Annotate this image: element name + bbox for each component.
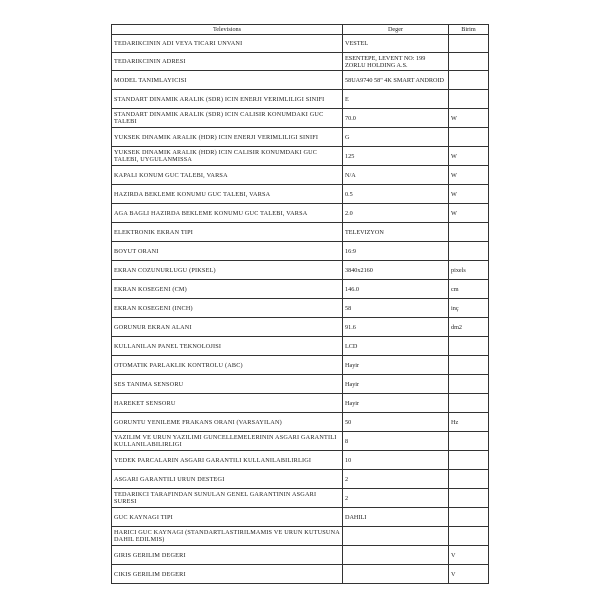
cell-unit xyxy=(449,90,489,109)
cell-parameter: EKRAN COZUNURLUGU (PIKSEL) xyxy=(112,261,343,280)
cell-parameter: BOYUT ORANI xyxy=(112,242,343,261)
cell-unit xyxy=(449,432,489,451)
cell-parameter: KULLANILAN PANEL TEKNOLOJISI xyxy=(112,337,343,356)
table-row xyxy=(112,242,489,261)
cell-unit: W xyxy=(449,109,489,128)
cell-value: E xyxy=(343,90,449,109)
cell-value: 2.0 xyxy=(343,204,449,223)
cell-parameter: YAZILIM VE URUN YAZILIMI GUNCELLEMELERININ ASGARI GARANTILI KULLANILABILIRLIGI xyxy=(112,432,343,451)
cell-unit xyxy=(449,35,489,53)
cell-parameter: STANDART DINAMIK ARALIK (SDR) ICIN ENERJI VERIMLILIGI SINIFI xyxy=(112,90,343,109)
cell-unit xyxy=(449,527,489,546)
table-row xyxy=(112,375,489,394)
cell-unit: W xyxy=(449,147,489,166)
table-row xyxy=(112,35,489,53)
cell-parameter: HARICI GUC KAYNAGI (STANDARTLASTIRILMAMIS VE URUN KUTUSUNA DAHIL EDILMIS) xyxy=(112,527,343,546)
cell-value: N/A xyxy=(343,166,449,185)
cell-parameter: STANDART DINAMIK ARALIK (SDR) ICIN CALISIR KONUMDAKI GUC TALEBI xyxy=(112,109,343,128)
cell-unit: inç xyxy=(449,299,489,318)
cell-parameter: OTOMATIK PARLAKLIK KONTROLU (ABC) xyxy=(112,356,343,375)
cell-value: DAHILI xyxy=(343,508,449,527)
cell-parameter: GIRIS GERILIM DEGERI xyxy=(112,546,343,565)
table-row xyxy=(112,546,489,565)
cell-value: 125 xyxy=(343,147,449,166)
cell-value: 146.0 xyxy=(343,280,449,299)
cell-value: Hayir xyxy=(343,356,449,375)
cell-unit xyxy=(449,451,489,470)
cell-parameter: GORUNTU YENILEME FRAKANS ORANI (VARSAYILAN) xyxy=(112,413,343,432)
table-row xyxy=(112,318,489,337)
cell-unit xyxy=(449,356,489,375)
cell-value: 16:9 xyxy=(343,242,449,261)
cell-value: LCD xyxy=(343,337,449,356)
table-row xyxy=(112,527,489,546)
cell-parameter: YUKSEK DINAMIK ARALIK (HDR) ICIN ENERJI VERIMLILIGI SINIFI xyxy=(112,128,343,147)
cell-value: 58UA9740 58" 4K SMART ANDROID xyxy=(343,71,449,90)
header-value: Deger xyxy=(343,25,449,35)
cell-value: 0.5 xyxy=(343,185,449,204)
cell-value: 10 xyxy=(343,451,449,470)
header-unit: Birim xyxy=(449,25,489,35)
table-row xyxy=(112,489,489,508)
table-row xyxy=(112,109,489,128)
table-row xyxy=(112,508,489,527)
table-row xyxy=(112,299,489,318)
cell-value: ESENTEPE, LEVENT NO: 199 ZORLU HOLDING A.S. xyxy=(343,53,449,71)
table-row xyxy=(112,53,489,71)
cell-unit: pixels xyxy=(449,261,489,280)
cell-value: 8 xyxy=(343,432,449,451)
cell-unit xyxy=(449,337,489,356)
cell-unit xyxy=(449,489,489,508)
cell-unit xyxy=(449,242,489,261)
cell-value xyxy=(343,565,449,584)
cell-parameter: TEDARIKCININ ADRESI xyxy=(112,53,343,71)
table-row xyxy=(112,356,489,375)
cell-unit xyxy=(449,223,489,242)
cell-value: 58 xyxy=(343,299,449,318)
table-row xyxy=(112,565,489,584)
cell-unit: dm2 xyxy=(449,318,489,337)
cell-unit xyxy=(449,375,489,394)
cell-unit: Hz xyxy=(449,413,489,432)
cell-value xyxy=(343,546,449,565)
table-row xyxy=(112,90,489,109)
cell-unit: V xyxy=(449,546,489,565)
cell-parameter: HAZIRDA BEKLEME KONUMU GUC TALEBI, VARSA xyxy=(112,185,343,204)
cell-unit xyxy=(449,470,489,489)
cell-unit xyxy=(449,128,489,147)
product-info-table xyxy=(111,24,489,584)
table-row xyxy=(112,261,489,280)
cell-parameter: EKRAN KOSEGENI (INCH) xyxy=(112,299,343,318)
cell-parameter: YEDEK PARCALARIN ASGARI GARANTILI KULLANILABILIRLIGI xyxy=(112,451,343,470)
product-info-sheet xyxy=(111,24,488,584)
table-row xyxy=(112,394,489,413)
table-row xyxy=(112,166,489,185)
table-row xyxy=(112,413,489,432)
cell-value: 70.0 xyxy=(343,109,449,128)
table-row xyxy=(112,337,489,356)
cell-value: 91.6 xyxy=(343,318,449,337)
cell-value: VESTEL xyxy=(343,35,449,53)
table-row xyxy=(112,470,489,489)
table-row xyxy=(112,147,489,166)
cell-unit xyxy=(449,394,489,413)
cell-parameter: YUKSEK DINAMIK ARALIK (HDR) ICIN CALISIR KONUMDAKI GUC TALEBI, UYGULANMISSA xyxy=(112,147,343,166)
cell-value: 2 xyxy=(343,489,449,508)
cell-parameter: SES TANIMA SENSORU xyxy=(112,375,343,394)
cell-unit: W xyxy=(449,204,489,223)
cell-unit xyxy=(449,53,489,71)
cell-unit xyxy=(449,508,489,527)
cell-value: G xyxy=(343,128,449,147)
cell-parameter: CIKIS GERILIM DEGERI xyxy=(112,565,343,584)
cell-value: 2 xyxy=(343,470,449,489)
cell-unit: W xyxy=(449,166,489,185)
cell-parameter: ELEKTRONIK EKRAN TIPI xyxy=(112,223,343,242)
cell-parameter: EKRAN KOSEGENI (CM) xyxy=(112,280,343,299)
cell-parameter: GORUNUR EKRAN ALANI xyxy=(112,318,343,337)
cell-parameter: AGA BAGLI HAZIRDA BEKLEME KONUMU GUC TALEBI, VARSA xyxy=(112,204,343,223)
cell-unit: cm xyxy=(449,280,489,299)
table-row xyxy=(112,128,489,147)
table-row xyxy=(112,280,489,299)
cell-value: Hayir xyxy=(343,375,449,394)
table-row xyxy=(112,451,489,470)
cell-parameter: GUC KAYNAGI TIPI xyxy=(112,508,343,527)
table-row xyxy=(112,71,489,90)
cell-parameter: MODEL TANIMLAYICISI xyxy=(112,71,343,90)
cell-value: 50 xyxy=(343,413,449,432)
cell-parameter: HAREKET SENSORU xyxy=(112,394,343,413)
cell-unit xyxy=(449,71,489,90)
cell-parameter: ASGARI GARANTILI URUN DESTEGI xyxy=(112,470,343,489)
table-row xyxy=(112,223,489,242)
cell-unit: V xyxy=(449,565,489,584)
cell-parameter: KAPALI KONUM GUC TALEBI, VARSA xyxy=(112,166,343,185)
cell-value: Hayir xyxy=(343,394,449,413)
table-row xyxy=(112,204,489,223)
cell-unit: W xyxy=(449,185,489,204)
cell-parameter: TEDARIKCININ ADI VEYA TICARI UNVANI xyxy=(112,35,343,53)
table-header-row xyxy=(112,25,489,35)
cell-parameter: TEDARIKCI TARAFINDAN SUNULAN GENEL GARANTININ ASGARI SURESI xyxy=(112,489,343,508)
cell-value xyxy=(343,527,449,546)
cell-value: 3840x2160 xyxy=(343,261,449,280)
cell-value: TELEVIZYON xyxy=(343,223,449,242)
table-row xyxy=(112,432,489,451)
table-row xyxy=(112,185,489,204)
header-parameter: Televisions xyxy=(112,25,343,35)
